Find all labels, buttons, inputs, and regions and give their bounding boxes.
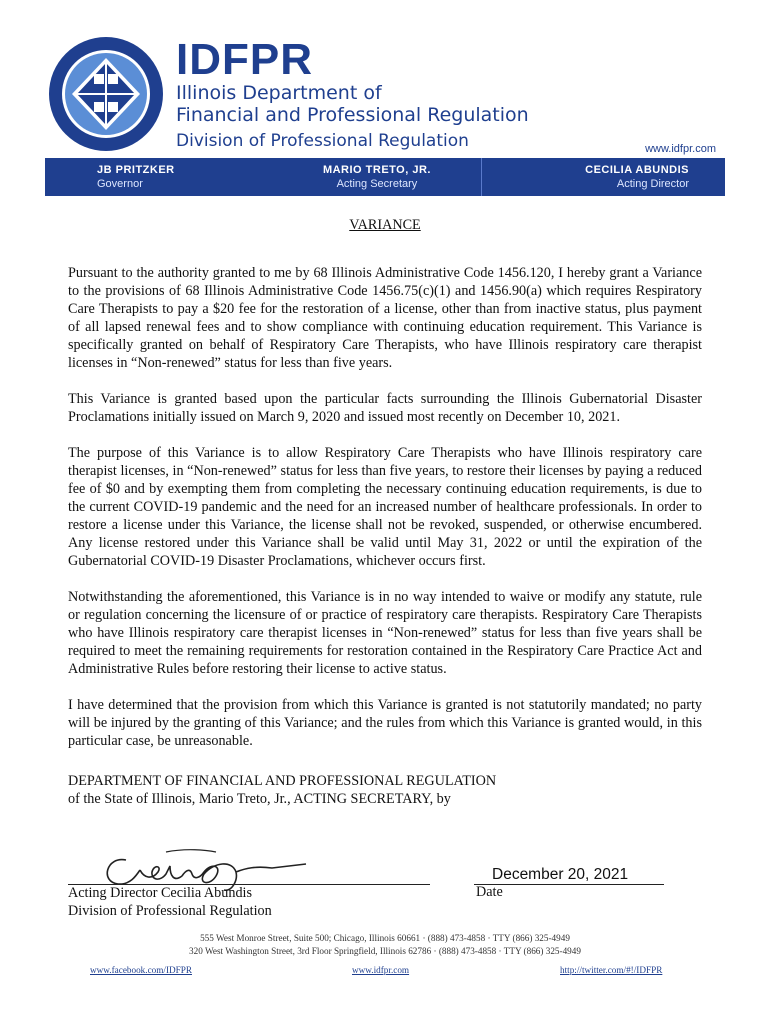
paragraph: This Variance is granted based upon the particular facts surrounding the Illinois Gubernatorial Disaster Proclamations initially issued on March 9, 2020 and issued most recently on December 10, 2021.	[68, 391, 702, 425]
document-body	[68, 216, 702, 808]
signer-division: Division of Professional Regulation	[68, 903, 272, 919]
date-label: Date	[476, 884, 503, 900]
document-title: VARIANCE	[349, 217, 421, 233]
department-name: DEPARTMENT OF FINANCIAL AND PROFESSIONAL REGULATION	[68, 773, 497, 789]
idfpr-seal-logo	[48, 36, 164, 152]
paragraph: Notwithstanding the aforementioned, this Variance is in no way intended to waive or modify any statute, rule or regulation concerning the licensure of or practice of respiratory care therapists. Respiratory Care Therapists who have Illinois respiratory care therapist licenses in “Non-renewed” status for less than five years shall be required to meet the remaining requirements for restoration contained in the Respiratory Care Practice Act and Administrative Rules before restoring their license to active status.	[68, 589, 702, 677]
agency-acronym: IDFPR	[176, 35, 313, 84]
official-name: MARIO TRETO, JR.	[322, 164, 431, 176]
official-name: JB PRITZKER	[97, 164, 175, 176]
official-title: Acting Director	[616, 178, 690, 190]
brand-block	[176, 35, 529, 126]
paragraph: The purpose of this Variance is to allow Respiratory Care Therapists who have Illinois respiratory care therapist licenses, in “Non-renewed” status for less than five years, to restore their licenses by paying a reduced fee of $0 and by exempting them from completing the necessary continuing education requirements, is due to the current COVID-19 pandemic and the need for an increased number of healthcare professionals. In order to restore a license under this Variance, the license shall not be revoked, suspended, or otherwise encumbered. Any license restored under this Variance shall be valid until May 31, 2022 or until the expiration of the Gubernatorial COVID-19 Disaster Proclamations, whichever occurs first.	[68, 445, 702, 569]
agency-name-line2: Financial and Professional Regulation	[176, 104, 529, 126]
official-secretary	[273, 158, 481, 196]
division-name: Division of Professional Regulation	[176, 131, 469, 151]
department-by-line: of the State of Illinois, Mario Treto, Jr., ACTING SECRETARY, by	[68, 791, 451, 807]
signature-date: December 20, 2021	[492, 866, 629, 883]
address-chicago: 555 West Monroe Street, Suite 500; Chicago, Illinois 60661 · (888) 473-4858 · TTY (866) 325-4949	[200, 933, 570, 943]
official-title: Acting Secretary	[336, 178, 418, 190]
signature-block	[68, 840, 702, 930]
signer-title: Acting Director Cecilia Abundis	[68, 885, 253, 901]
official-director	[482, 158, 725, 196]
paragraph: I have determined that the provision from which this Variance is granted is not statutorily mandated; no party will be injured by the granting of this Variance; and the rules from which this Variance is granted would, in this particular case, be unreasonable.	[68, 697, 702, 749]
department-attestation	[68, 772, 702, 808]
twitter-link[interactable]: http://twitter.com/#!/IDFPR	[560, 965, 663, 975]
footer-links	[90, 965, 680, 979]
agency-name-line1: Illinois Department of	[176, 82, 382, 104]
official-title: Governor	[97, 178, 143, 190]
official-governor	[45, 158, 273, 196]
website-footer-link[interactable]: www.idfpr.com	[352, 965, 410, 975]
official-name: CECILIA ABUNDIS	[585, 164, 690, 176]
signer-info	[68, 884, 272, 920]
facebook-link[interactable]: www.facebook.com/IDFPR	[90, 965, 192, 975]
address-springfield: 320 West Washington Street, 3rd Floor Springfield, Illinois 62786 · (888) 473-4858 · TTY (866) 325-4949	[189, 946, 581, 956]
officials-bar	[45, 158, 725, 196]
website-link[interactable]: www.idfpr.com	[645, 143, 716, 155]
paragraph: Pursuant to the authority granted to me by 68 Illinois Administrative Code 1456.120, I hereby grant a Variance to the provisions of 68 Illinois Administrative Code 1456.75(c)(1) and 1456.90(a) which requires Respiratory Care Therapists to pay a $20 fee for the restoration of a license, other than from inactive status, plus payment of all lapsed renewal fees and to show compliance with continuing education requirement. This Variance is specifically granted on behalf of Respiratory Care Therapists, who have Illinois respiratory care therapist licenses in “Non-renewed” status for less than five years.	[68, 265, 702, 371]
letterhead	[0, 0, 770, 200]
footer-addresses	[0, 932, 770, 958]
